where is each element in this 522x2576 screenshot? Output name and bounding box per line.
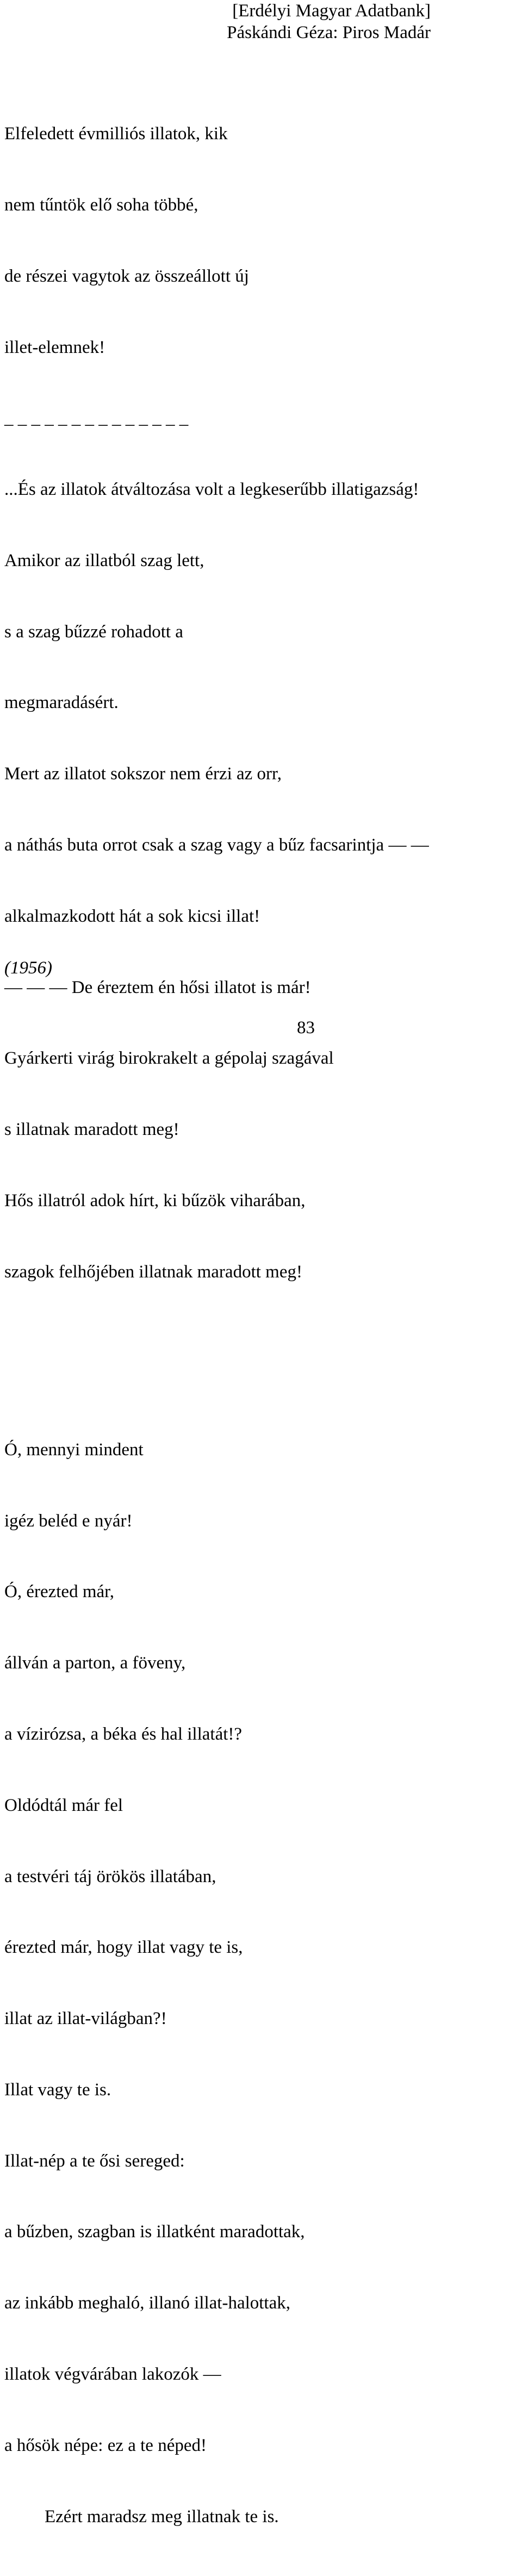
poem-line: szagok felhőjében illatnak maradott meg! xyxy=(4,1262,302,1282)
page-header xyxy=(227,0,431,44)
poem-line: illet-elemnek! xyxy=(4,337,105,357)
page-number: 83 xyxy=(297,1018,315,1038)
poem-line: Illat vagy te is. xyxy=(4,2080,111,2100)
poem-line: a testvéri táj örökös illatában, xyxy=(4,1866,216,1886)
poem-line: Oldódtál már fel xyxy=(4,1795,123,1815)
poem-body xyxy=(4,75,429,2576)
poem-final-line: Ezért maradsz meg illatnak te is. xyxy=(45,2506,279,2527)
poem-line: a náthás buta orrot csak a szag vagy a bűz facsarintja — — xyxy=(4,835,429,855)
poem-line: illatok végvárában lakozók — xyxy=(4,2364,221,2384)
poem-line: az inkább meghaló, illanó illat-halottak, xyxy=(4,2293,291,2313)
poem-line: s a szag bűzzé rohadott a xyxy=(4,622,183,642)
poem-line: Illat-nép a te ősi sereged: xyxy=(4,2151,185,2171)
poem-line: ...És az illatok átváltozása volt a legkeserűbb illatigazság! xyxy=(4,480,419,500)
poem-line: — — — De éreztem én hősi illatot is már! xyxy=(4,977,311,997)
stanza-gap xyxy=(4,1355,429,1367)
poem-line: a vízirózsa, a béka és hal illatát!? xyxy=(4,1724,243,1744)
poem-line: megmaradásért. xyxy=(4,693,119,713)
header-source: [Erdélyi Magyar Adatbank] xyxy=(232,1,431,21)
poem-line: igéz beléd e nyár! xyxy=(4,1511,133,1531)
poem-line: a bűzben, szagban is illatként maradottak, xyxy=(4,2222,305,2242)
poem-line: s illatnak maradott meg! xyxy=(4,1120,179,1140)
poem-line: a hősök népe: ez a te néped! xyxy=(4,2435,207,2455)
poem-line: Ó, érezted már, xyxy=(4,1582,115,1602)
poem-line: Ó, mennyi mindent xyxy=(4,1439,144,1460)
poem-line: nem tűntök elő soha többé, xyxy=(4,195,198,215)
poem-line: alkalmazkodott hát a sok kicsi illat! xyxy=(4,906,260,926)
poem-line: állván a parton, a föveny, xyxy=(4,1653,186,1673)
poem-line: Elfeledett évmilliós illatok, kik xyxy=(4,124,228,144)
poem-line: Hős illatról adok hírt, ki bűzök viharában, xyxy=(4,1190,306,1211)
poem-line: de részei vagytok az összeállott új xyxy=(4,266,249,286)
poem-line: Gyárkerti virág birokrakelt a gépolaj szagával xyxy=(4,1048,334,1069)
header-title: Páskándi Géza: Piros Madár xyxy=(227,23,431,42)
dash-separator: _ _ _ _ _ _ _ _ _ _ _ _ _ _ xyxy=(4,408,189,429)
poem-line: Mert az illatot sokszor nem érzi az orr, xyxy=(4,764,282,784)
poem-line: illat az illat-világban?! xyxy=(4,2009,167,2029)
poem-date: (1956) xyxy=(4,958,52,978)
poem-line: érezted már, hogy illat vagy te is, xyxy=(4,1938,243,1958)
poem-line: Amikor az illatból szag lett, xyxy=(4,550,204,570)
